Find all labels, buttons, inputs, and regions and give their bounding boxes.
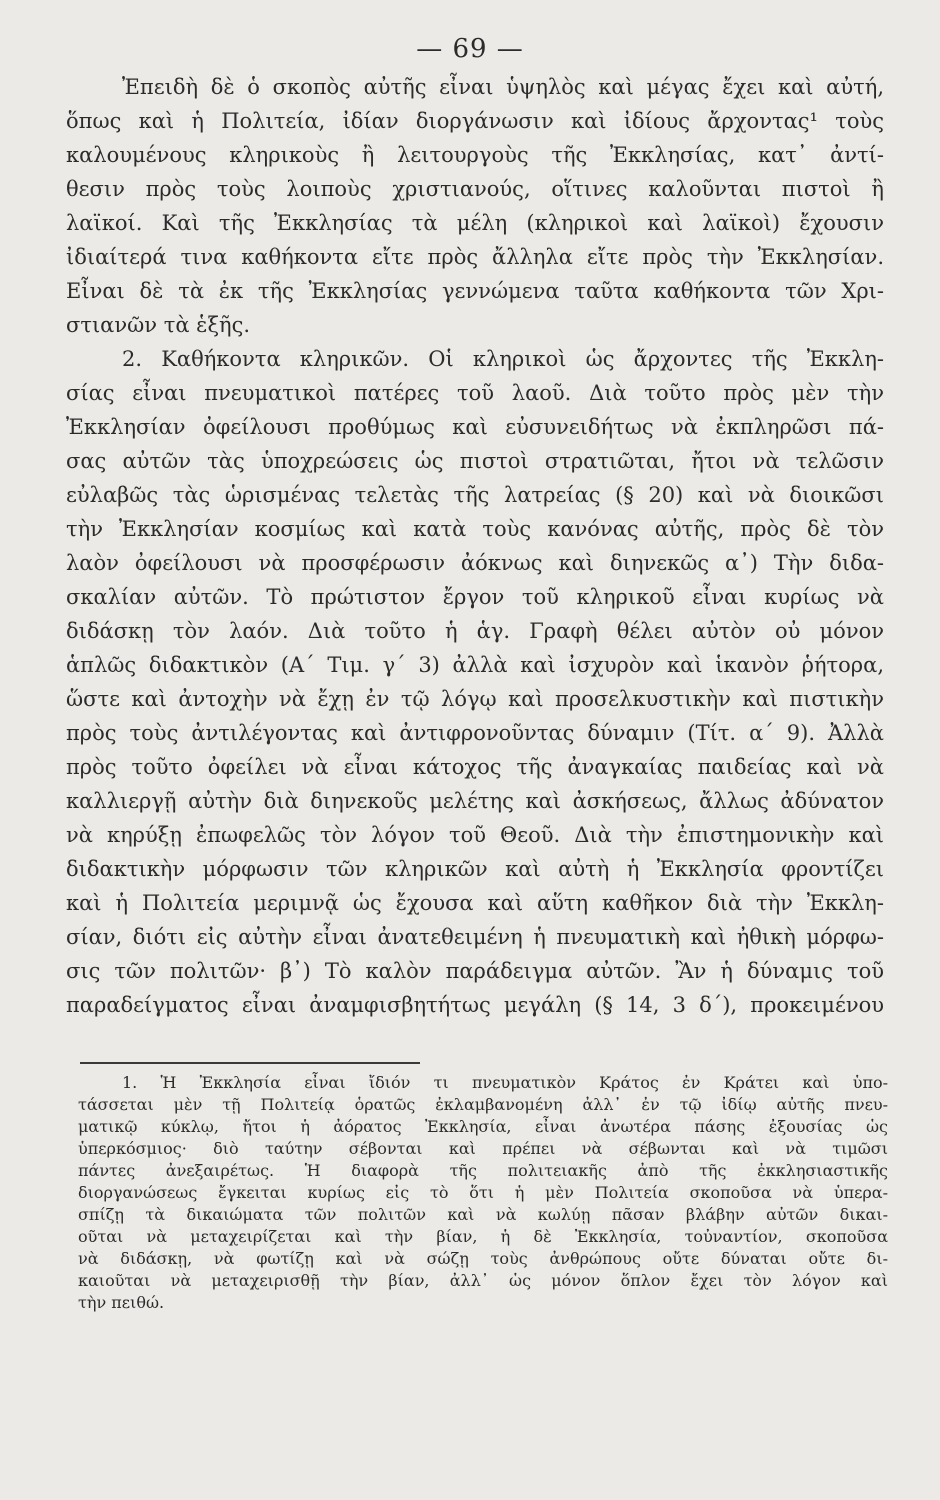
text-line: σις τῶν πολιτῶν· β᾽) Τὸ καλὸν παράδειγμα αὐτῶν. Ἂν ἡ δύναμις τοῦ	[66, 959, 884, 983]
text-line: θεσιν πρὸς τοὺς λοιποὺς χριστιανούς, οἵτινες καλοῦνται πιστοὶ ἢ	[66, 177, 884, 201]
footnote-line: πάντες ἀνεξαιρέτως. Ἡ διαφορὰ τῆς πολιτειακῆς ἀπὸ τῆς ἐκκλησιαστικῆς	[78, 1161, 888, 1180]
footnote-line: ὑπερκόσμιος· διὸ ταύτην σέβονται καὶ πρέπει νὰ σέβωνται καὶ νὰ τιμῶσι	[78, 1139, 888, 1158]
text-line: πρὸς τοῦτο ὀφείλει νὰ εἶναι κάτοχος τῆς ἀναγκαίας παιδείας καὶ νὰ	[66, 755, 884, 779]
text-line: νὰ κηρύξῃ ἐπωφελῶς τὸν λόγον τοῦ Θεοῦ. Διὰ τὴν ἐπιστημονικὴν καὶ	[66, 823, 884, 847]
text-line: λαϊκοί. Καὶ τῆς Ἐκκλησίας τὰ μέλη (κληρικοὶ καὶ λαϊκοὶ) ἔχουσιν	[66, 211, 884, 235]
footnote-line: σπίζῃ τὰ δικαιώματα τῶν πολιτῶν καὶ νὰ κωλύῃ πᾶσαν βλάβην αὐτῶν δικαι-	[78, 1205, 888, 1224]
text-line: ἰδιαίτερά τινα καθήκοντα εἴτε πρὸς ἄλληλα εἴτε πρὸς τὴν Ἐκκλησίαν.	[66, 245, 884, 269]
text-line: σας αὐτῶν τὰς ὑποχρεώσεις ὡς πιστοὶ στρατιῶται, ἤτοι νὰ τελῶσιν	[66, 449, 884, 473]
text-line: πρὸς τοὺς ἀντιλέγοντας καὶ ἀντιφρονοῦντας δύναμιν (Τίτ. α´ 9). Ἀλλὰ	[66, 721, 884, 745]
text-line: τὴν Ἐκκλησίαν κοσμίως καὶ κατὰ τοὺς κανόνας αὐτῆς, πρὸς δὲ τὸν	[66, 517, 884, 541]
footnote-line: 1. Ἡ Ἐκκλησία εἶναι ἴδιόν τι πνευματικὸν Κράτος ἐν Κράτει καὶ ὑπο-	[122, 1073, 888, 1092]
text-line: διδάσκῃ τὸν λαόν. Διὰ τοῦτο ἡ ἁγ. Γραφὴ θέλει αὐτὸν οὐ μόνον	[66, 619, 884, 643]
main-text	[66, 70, 884, 1022]
footnote-line: νὰ διδάσκῃ, νὰ φωτίζῃ καὶ νὰ σώζῃ τοὺς ἀνθρώπους οὔτε δύναται οὔτε δι-	[78, 1249, 888, 1268]
footnote-divider	[80, 1062, 420, 1064]
text-line: Ἐπειδὴ δὲ ὁ σκοπὸς αὐτῆς εἶναι ὑψηλὸς καὶ μέγας ἔχει καὶ αὐτή,	[122, 75, 884, 99]
text-line: ὥστε καὶ ἀντοχὴν νὰ ἔχῃ ἐν τῷ λόγῳ καὶ προσελκυστικὴν καὶ πιστικὴν	[66, 687, 884, 711]
text-line: διδακτικὴν μόρφωσιν τῶν κληρικῶν καὶ αὐτὴ ἡ Ἐκκλησία φροντίζει	[66, 857, 884, 881]
text-line: λαὸν ὀφείλουσι νὰ προσφέρωσιν ἀόκνως καὶ διηνεκῶς α᾽) Τὴν διδα-	[66, 551, 884, 575]
text-line: σίαν, διότι εἰς αὐτὴν εἶναι ἀνατεθειμένη ἡ πνευματικὴ καὶ ἠθικὴ μόρφω-	[66, 925, 884, 949]
section-heading-line: 2. Καθήκοντα κληρικῶν. Οἱ κληρικοὶ ὡς ἄρχοντες τῆς Ἐκκλη-	[122, 347, 884, 371]
footnote-line: τάσσεται μὲν τῇ Πολιτείᾳ ὁρατῶς ἐκλαμβανομένη ἀλλ᾽ ἐν τῷ ἰδίῳ αὐτῆς πνευ-	[78, 1095, 888, 1114]
footnote-line: οῦται νὰ μεταχειρίζεται καὶ τὴν βίαν, ἡ δὲ Ἐκκλησία, τοὐναντίον, σκοποῦσα	[78, 1227, 888, 1246]
footnotes	[78, 1072, 888, 1314]
text-line: καλλιεργῇ αὐτὴν διὰ διηνεκοῦς μελέτης καὶ ἀσκήσεως, ἄλλως ἀδύνατον	[66, 789, 884, 813]
text-line: εὐλαβῶς τὰς ὡρισμένας τελετὰς τῆς λατρείας (§ 20) καὶ νὰ διοικῶσι	[66, 483, 884, 507]
footnote-line: ματικῷ κύκλῳ, ἤτοι ἡ ἀόρατος Ἐκκλησία, εἶναι ἀνωτέρα πάσης ἐξουσίας ὡς	[78, 1117, 888, 1136]
text-line: παραδείγματος εἶναι ἀναμφισβητήτως μεγάλη (§ 14, 3 δ´), προκειμένου	[66, 993, 884, 1017]
footnote-line: καιοῦται νὰ μεταχειρισθῇ τὴν βίαν, ἀλλ᾽ ὡς μόνον ὅπλον ἔχει τὸν λόγον καὶ	[78, 1271, 888, 1290]
text-line: σκαλίαν αὐτῶν. Τὸ πρώτιστον ἔργον τοῦ κληρικοῦ εἶναι κυρίως νὰ	[66, 585, 884, 609]
text-line: ὅπως καὶ ἡ Πολιτεία, ἰδίαν διοργάνωσιν καὶ ἰδίους ἄρχοντας¹ τοὺς	[66, 109, 884, 133]
text-line: σίας εἶναι πνευματικοὶ πατέρες τοῦ λαοῦ. Διὰ τοῦτο πρὸς μὲν τὴν	[66, 381, 884, 405]
footnote-line: τὴν πειθώ.	[78, 1293, 165, 1312]
text-line: ἁπλῶς διδακτικὸν (Α´ Τιμ. γ´ 3) ἀλλὰ καὶ ἰσχυρὸν καὶ ἱκανὸν ῥήτορα,	[66, 653, 884, 677]
text-line: στιανῶν τὰ ἑξῆς.	[66, 313, 251, 337]
text-line: Ἐκκλησίαν ὀφείλουσι προθύμως καὶ εὐσυνειδήτως νὰ ἐκπληρῶσι πά-	[66, 415, 884, 439]
text-line: καλουμένους κληρικοὺς ἢ λειτουργοὺς τῆς Ἐκκλησίας, κατ᾽ ἀντί-	[66, 143, 884, 167]
footnote-line: διοργανώσεως ἔγκειται κυρίως εἰς τὸ ὅτι ἡ μὲν Πολιτεία σκοποῦσα νὰ ὑπερα-	[78, 1183, 888, 1202]
text-line: Εἶναι δὲ τὰ ἐκ τῆς Ἐκκλησίας γεννώμενα ταῦτα καθήκοντα τῶν Χρι-	[66, 279, 884, 303]
page-number: — 69 —	[416, 34, 524, 64]
text-line: καὶ ἡ Πολιτεία μεριμνᾷ ὡς ἔχουσα καὶ αὕτη καθῆκον διὰ τὴν Ἐκκλη-	[66, 891, 884, 915]
